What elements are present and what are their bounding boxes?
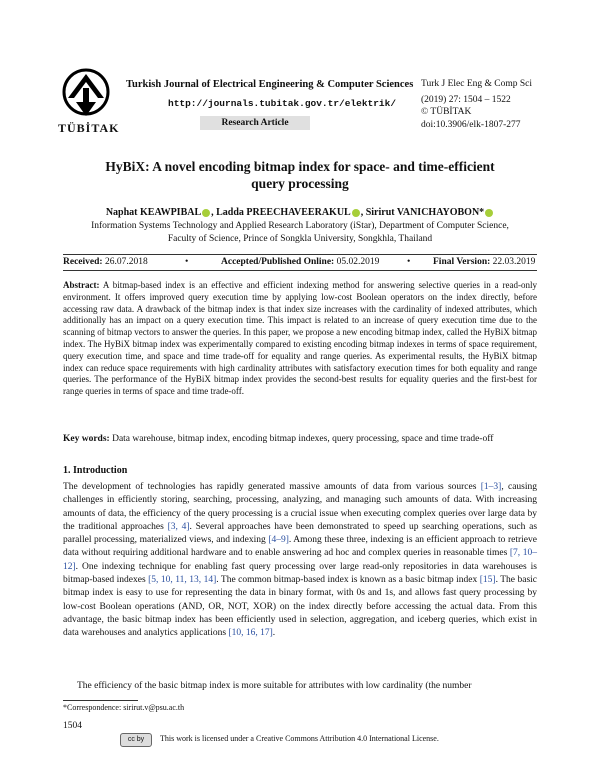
citation-link[interactable]: [15]: [479, 575, 496, 586]
paper-title-line-2: query processing: [251, 176, 349, 191]
intro-text: . One indexing technique for enabling fast query processing over large read-only repositories in data warehouses is bitmap-based indexes: [63, 561, 537, 586]
section-heading: 1. Introduction: [63, 465, 128, 476]
keywords: [63, 433, 537, 446]
citation-link[interactable]: [7, 10–12]: [63, 548, 537, 572]
author-1: Naphat KEAWPIBAL: [105, 207, 202, 218]
intro-text: , causing challenges in efficiently storing, searching, processing, analyzing, and managing such amounts of data. With increasing amounts of data, the efficiency of the query processing is a crucial issue when executing complex queries over large data by the traditional approaches: [63, 482, 537, 532]
footnote-rule: [63, 700, 138, 701]
journal-title: Turkish Journal of Electrical Engineering & Computer Sciences: [126, 79, 414, 90]
intro-paragraph-2: The efficiency of the basic bitmap index is more suitable for attributes with low cardinality (the number: [77, 681, 472, 691]
orcid-icon[interactable]: [352, 209, 360, 217]
citation-link[interactable]: [5, 10, 11, 13, 14]: [148, 575, 217, 586]
article-type-badge: Research Article: [200, 116, 310, 130]
keywords-label: Key words:: [63, 434, 110, 444]
accepted-label: Accepted/Published Online:: [221, 257, 335, 267]
citation-journal: Turk J Elec Eng & Comp Sci: [421, 79, 533, 89]
intro-text: . Among these three, indexing is an efficient approach to retrieve data without requiring additional hardware and to enable answering ad hoc and complex queries in reasonable times: [63, 535, 537, 559]
intro-paragraph: [63, 481, 537, 641]
intro-text: . The common bitmap-based index is known as a basic bitmap index: [216, 575, 480, 586]
citation-link[interactable]: [4–9]: [268, 535, 289, 546]
accepted-date: 05.02.2019: [336, 257, 380, 267]
cc-license-badge[interactable]: cc by: [120, 733, 152, 747]
orcid-icon[interactable]: [485, 209, 493, 217]
final-date: 22.03.2019: [492, 257, 536, 267]
citation-link[interactable]: [3, 4]: [167, 521, 190, 532]
final-label: Final Version:: [433, 257, 491, 267]
abstract: [63, 280, 537, 398]
page-number: 1504: [63, 721, 82, 731]
license-text: This work is licensed under a Creative Commons Attribution 4.0 International License.: [160, 734, 439, 743]
citation-volume: (2019) 27: 1504 – 1522: [421, 95, 511, 105]
logo-wordmark: TÜBİTAK: [58, 121, 120, 135]
paper-title-line-1: HyBiX: A novel encoding bitmap index for space- and time-efficient: [105, 159, 495, 174]
affiliation: [40, 220, 560, 246]
affiliation-line-2: Faculty of Science, Prince of Songkla University, Songkhla, Thailand: [167, 234, 433, 244]
keywords-text: Data warehouse, bitmap index, encoding bitmap indexes, query processing, space and time trade-off: [112, 434, 494, 444]
citation-copyright: © TÜBİTAK: [421, 107, 472, 117]
intro-text: . Several approaches have been demonstrated to speed up searching operations, such as parallel processing, materialized views, and indexing: [63, 521, 538, 546]
affiliation-line-1: Information Systems Technology and Applied Research Laboratory (iStar), Department of Computer Science,: [91, 221, 509, 231]
date-separator: •: [407, 257, 411, 267]
citation-link[interactable]: [10, 16, 17]: [228, 628, 273, 639]
author-3: Sirirut VANICHAYOBON*: [365, 207, 485, 218]
received-label: Received:: [63, 257, 103, 267]
author-2: Ladda PREECHAVEERAKUL: [216, 207, 351, 218]
footnote: *Correspondence: sirirut.v@psu.ac.th: [63, 703, 185, 712]
date-separator: •: [185, 257, 189, 267]
author-list: Naphat KEAWPIBAL , Ladda PREECHAVEERAKUL , Sirirut VANICHAYOBON*: [40, 207, 560, 218]
dates-bar: [63, 254, 537, 271]
intro-text: . The basic bitmap index is easy to use for representing the data in binary format, with 0s and 1s, and allows fast query processing by low-cost Boolean operations (AND, OR, NOT, XOR) on the index directly before accessing the actual data. From this advantage, the basic bitmap index has been efficiently used in selection, aggregation, and iceberg queries, which exist in data warehouses and analytics applications: [63, 575, 537, 639]
abstract-label: Abstract:: [63, 280, 100, 290]
citation-doi[interactable]: doi:10.3906/elk-1807-277: [421, 120, 521, 130]
citation-link[interactable]: [1–3]: [480, 482, 502, 492]
journal-url-link[interactable]: http://journals.tubitak.gov.tr/elektrik/: [168, 98, 397, 109]
paper-title: [40, 158, 560, 192]
intro-text: The development of technologies has rapidly generated massive amounts of data from various sources: [63, 482, 481, 492]
received-date: 26.07.2018: [104, 257, 148, 267]
intro-text: .: [272, 628, 276, 639]
abstract-text: A bitmap-based index is an effective and efficient indexing method for answering selective queries in a read-only environment. It offers improved query execution time by applying low-cost Boolean operators on the index directly, before accessing raw data. A drawback of the bitmap index is that index size increases with the cardinality of indexed attributes, which additionally has an impact on a query execution time. This impact is related to an increase of query execution time due to the scanning of bitmap vectors to answer the queries. In this paper, we propose a new encoding bitmap index, called the HyBiX bitmap index. The HyBiX bitmap index was experimentally compared to existing encoding bitmap indexes in terms of space requirement, query execution time, and space and time trade-off for equality and range queries. As experimental results, the HyBiX bitmap index can reduce space requirements with high cardinality attributes with satisfactory execution times for both equality and range queries. The performance of the HyBiX bitmap index provides the second-best results for equality queries and the first-best for range queries in terms of space and time trade-off.: [63, 280, 537, 397]
orcid-icon[interactable]: [202, 209, 210, 217]
